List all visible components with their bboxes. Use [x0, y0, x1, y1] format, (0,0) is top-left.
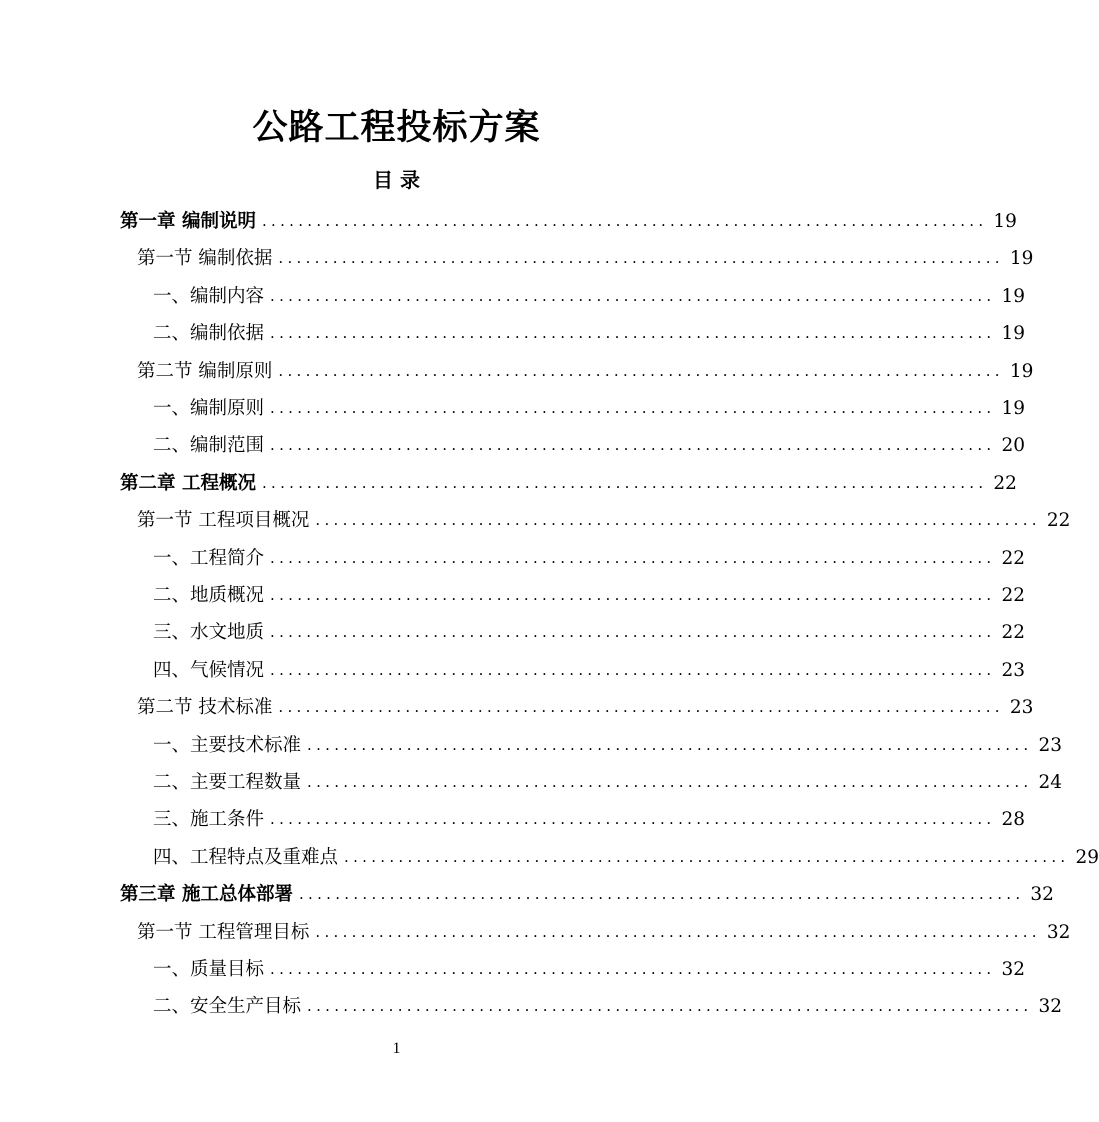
toc-entry-page: 23: [1009, 697, 1034, 719]
toc-entry-page: 22: [993, 472, 1017, 494]
toc-subsection-entry[interactable]: [153, 577, 1026, 614]
toc-entry-title: 第一节 工程项目概况: [137, 510, 310, 532]
toc-entry-title: 第一节 编制依据: [137, 248, 273, 270]
toc-entry-page: 23: [1001, 659, 1026, 681]
toc-entry-page: 19: [1009, 360, 1034, 382]
toc-subsection-entry[interactable]: [153, 540, 1026, 577]
toc-subsection-entry[interactable]: [153, 839, 1099, 876]
toc-leader-dots: ................................................................................: [270, 548, 996, 567]
toc-leader-dots: ................................................................................: [307, 735, 1033, 754]
toc-entry-title: 二、安全生产目标: [153, 996, 302, 1018]
toc-leader-dots: ................................................................................: [278, 698, 1004, 717]
toc-subsection-entry[interactable]: [153, 427, 1026, 464]
toc-leader-dots: ................................................................................: [270, 436, 996, 455]
toc-section-entry[interactable]: [137, 353, 1034, 390]
toc-entry-title: 二、地质概况: [153, 585, 265, 606]
toc-entry-page: 20: [1001, 435, 1026, 457]
toc-leader-dots: ................................................................................: [307, 997, 1033, 1016]
toc-entry-page: 22: [1001, 547, 1026, 569]
toc-entry-page: 22: [1046, 510, 1071, 532]
toc-leader-dots: ................................................................................: [261, 212, 988, 230]
toc-entry-page: 29: [1075, 846, 1099, 868]
toc-leader-dots: ................................................................................: [270, 623, 996, 642]
toc-section-entry[interactable]: [137, 502, 1071, 539]
toc-leader-dots: ................................................................................: [270, 324, 996, 343]
toc-section-entry[interactable]: [137, 240, 1034, 277]
toc-entry-page: 22: [1001, 622, 1026, 644]
toc-subsection-entry[interactable]: [153, 801, 1026, 838]
toc-entry-title: 二、编制范围: [153, 435, 265, 457]
toc-subsection-entry[interactable]: [153, 390, 1026, 427]
toc-leader-dots: ................................................................................: [270, 810, 996, 829]
toc-entry-title: 第二节 技术标准: [137, 697, 273, 719]
toc-chapter-entry[interactable]: [120, 465, 1017, 502]
toc-chapter-entry[interactable]: [120, 203, 1017, 240]
toc-subsection-entry[interactable]: [153, 278, 1026, 315]
toc-entry-title: 一、编制原则: [153, 398, 265, 419]
toc-entry-title: 第二章 工程概况: [120, 472, 256, 494]
toc-entry-title: 一、主要技术标准: [153, 734, 302, 756]
toc-section-entry[interactable]: [137, 689, 1034, 726]
toc-entry-title: 第一节 工程管理目标: [137, 921, 310, 943]
toc-leader-dots: ................................................................................: [270, 660, 996, 679]
toc-entry-page: 22: [1001, 585, 1026, 606]
toc-leader-dots: ................................................................................: [278, 249, 1004, 268]
toc-subsection-entry[interactable]: [153, 951, 1026, 988]
toc-leader-dots: ................................................................................: [344, 847, 1070, 866]
toc-leader-dots: ................................................................................: [270, 586, 996, 604]
toc-entry-page: 32: [1030, 884, 1054, 906]
toc-leader-dots: ................................................................................: [270, 399, 996, 417]
toc-entry-title: 四、工程特点及重难点: [153, 846, 339, 868]
toc-subsection-entry[interactable]: [153, 652, 1026, 689]
toc-leader-dots: ................................................................................: [270, 286, 996, 305]
toc-entry-title: 二、编制依据: [153, 323, 265, 345]
toc-section-entry[interactable]: [137, 914, 1071, 951]
toc-entry-title: 四、气候情况: [153, 659, 265, 681]
toc-entry-page: 19: [1001, 323, 1026, 345]
toc-entry-page: 24: [1038, 772, 1063, 793]
toc-entry-page: 32: [1001, 959, 1026, 980]
toc-entry-page: 19: [993, 211, 1017, 232]
toc-entry-title: 第一章 编制说明: [120, 211, 256, 232]
toc-entry-page: 19: [1001, 398, 1026, 419]
toc-subsection-entry[interactable]: [153, 315, 1026, 352]
toc-entry-title: 一、编制内容: [153, 285, 265, 307]
page-number: 1: [392, 1040, 401, 1057]
toc-entry-title: 二、主要工程数量: [153, 772, 302, 793]
toc-leader-dots: ................................................................................: [278, 361, 1004, 380]
toc-entry-title: 第三章 施工总体部署: [120, 884, 293, 906]
toc-leader-dots: ................................................................................: [261, 473, 988, 492]
document-title: 公路工程投标方案: [252, 107, 541, 148]
toc-subsection-entry[interactable]: [153, 727, 1063, 764]
toc-subsection-entry[interactable]: [153, 764, 1063, 801]
toc-entry-page: 32: [1046, 921, 1071, 943]
toc-entry-page: 23: [1038, 734, 1063, 756]
toc-chapter-entry[interactable]: [120, 876, 1054, 913]
toc-entry-title: 一、质量目标: [153, 959, 265, 980]
toc-entry-page: 28: [1001, 809, 1026, 831]
toc-entry-page: 19: [1001, 285, 1026, 307]
toc-entry-page: 19: [1009, 248, 1034, 270]
toc-entry-title: 三、施工条件: [153, 809, 265, 831]
toc-subsection-entry[interactable]: [153, 988, 1063, 1025]
toc-heading: 目 录: [373, 168, 420, 192]
toc-leader-dots: ................................................................................: [270, 960, 996, 978]
toc-leader-dots: ................................................................................: [315, 922, 1041, 941]
toc-leader-dots: ................................................................................: [307, 773, 1033, 791]
toc-leader-dots: ................................................................................: [315, 511, 1041, 530]
toc-subsection-entry[interactable]: [153, 614, 1026, 651]
toc-leader-dots: ................................................................................: [298, 885, 1025, 904]
toc-entry-title: 第二节 编制原则: [137, 360, 273, 382]
toc-entry-page: 32: [1038, 996, 1063, 1018]
toc-entry-title: 一、工程简介: [153, 547, 265, 569]
toc-entry-title: 三、水文地质: [153, 622, 265, 644]
